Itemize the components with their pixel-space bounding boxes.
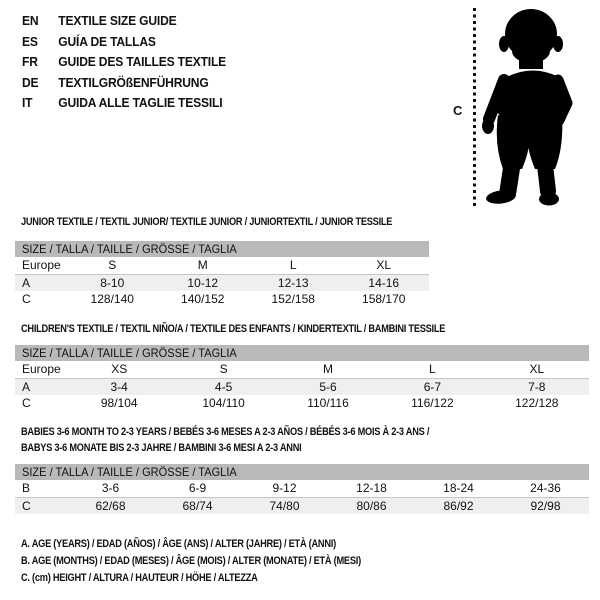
age-cell: 7-8 xyxy=(528,380,546,394)
height-cell: 158/170 xyxy=(362,292,406,306)
table-row-a xyxy=(15,378,589,395)
row-label: C xyxy=(22,499,31,513)
babies-size-table xyxy=(15,464,589,514)
row-label: C xyxy=(22,292,31,306)
age-cell: 10-12 xyxy=(187,276,219,290)
baby-height-figure xyxy=(452,5,592,211)
age-cell: 8-10 xyxy=(100,276,125,290)
children-table-title: CHILDREN'S TEXTILE / TEXTIL NIÑO/A / TEXTILE DES ENFANTS / KINDERTEXTIL / BAMBINI TESSILE xyxy=(21,323,446,335)
height-cell: 128/140 xyxy=(90,292,134,306)
babies-table-title-line1: BABIES 3-6 MONTH TO 2-3 YEARS / BEBÉS 3-6 MESES A 2-3 AÑOS / BÉBÉS 3-6 MOIS À 2-3 ANS / xyxy=(21,426,430,438)
table-row-a xyxy=(15,274,429,291)
table-row-europe xyxy=(15,361,589,378)
lang-code: DE xyxy=(22,74,39,90)
babies-table-title-line2: BABYS 3-6 MONATE BIS 2-3 JAHRE / BAMBINI 3-6 MESI A 2-3 ANNI xyxy=(21,442,302,454)
note-c: C. (cm) HEIGHT / ALTURA / HAUTEUR / HÖHE / ALTEZZA xyxy=(21,572,258,584)
children-size-table xyxy=(15,345,589,412)
size-cell: XL xyxy=(376,258,392,272)
height-cell: 98/104 xyxy=(100,396,138,410)
lang-row-it xyxy=(22,93,226,114)
row-label: Europe xyxy=(22,258,61,272)
age-cell: 4-5 xyxy=(214,380,233,394)
size-cell: XS xyxy=(111,362,128,376)
row-label: B xyxy=(22,481,31,495)
baby-silhouette-icon xyxy=(479,7,577,209)
size-cell: M xyxy=(197,258,208,272)
size-header-label: SIZE / TALLA / TAILLE / GRÖSSE / TAGLIA xyxy=(22,346,237,360)
lang-title: TEXTILGRÖßENFÜHRUNG xyxy=(58,74,209,90)
age-cell: 12-13 xyxy=(277,276,309,290)
lang-title: GUIDE DES TAILLES TEXTILE xyxy=(58,54,227,69)
height-cell: 110/116 xyxy=(307,396,349,410)
legend-notes xyxy=(0,536,600,587)
lang-row-fr xyxy=(22,52,226,73)
table-row-c xyxy=(15,291,429,308)
measure-c-label: C xyxy=(453,103,463,118)
junior-table-title: JUNIOR TEXTILE / TEXTIL JUNIOR/ TEXTILE JUNIOR / JUNIORTEXTIL / JUNIOR TESSILE xyxy=(21,216,393,228)
row-label: A xyxy=(22,380,31,394)
row-label: A xyxy=(22,276,31,290)
lang-code: IT xyxy=(22,95,33,110)
height-cell: 122/128 xyxy=(515,396,559,410)
size-cell: S xyxy=(219,362,228,376)
height-cell: 68/74 xyxy=(182,499,213,513)
age-cell: 3-4 xyxy=(110,380,128,394)
age-cell: 9-12 xyxy=(272,481,297,495)
lang-row-en xyxy=(22,11,226,32)
size-header-bar xyxy=(15,345,589,361)
size-header-label: SIZE / TALLA / TAILLE / GRÖSSE / TAGLIA xyxy=(22,242,237,256)
note-b: B. AGE (MONTHS) / EDAD (MESES) / ÂGE (MOIS) / ALTER (MONATE) / ETÀ (MESI) xyxy=(21,555,361,567)
age-cell: 6-7 xyxy=(423,380,442,394)
lang-row-es xyxy=(22,32,226,53)
height-dotted-line xyxy=(473,8,476,209)
height-cell: 86/92 xyxy=(443,499,474,513)
lang-code: FR xyxy=(22,54,38,69)
lang-title: GUIDA ALLE TAGLIE TESSILI xyxy=(58,95,223,110)
size-cell: XL xyxy=(529,362,545,376)
age-cell: 14-16 xyxy=(368,276,400,290)
age-cell: 5-6 xyxy=(319,380,337,394)
size-cell: L xyxy=(429,362,436,376)
size-cell: L xyxy=(289,258,297,272)
table-row-c xyxy=(15,497,589,514)
height-cell: 80/86 xyxy=(356,499,387,513)
age-cell: 12-18 xyxy=(356,481,387,495)
lang-code: ES xyxy=(22,33,38,49)
height-cell: 140/152 xyxy=(181,292,225,306)
size-header-bar xyxy=(15,464,589,480)
age-cell: 24-36 xyxy=(530,481,561,495)
height-cell: 152/158 xyxy=(271,292,315,306)
note-a: A. AGE (YEARS) / EDAD (AÑOS) / ÂGE (ANS) / ALTER (JAHRE) / ETÀ (ANNI) xyxy=(21,538,336,550)
table-row-b xyxy=(15,480,589,497)
age-cell: 6-9 xyxy=(188,481,207,495)
height-cell: 116/122 xyxy=(411,396,454,410)
lang-row-de xyxy=(22,73,226,94)
height-cell: 104/110 xyxy=(202,396,245,410)
lang-title: GUÍA DE TALLAS xyxy=(58,33,156,49)
row-label: Europe xyxy=(22,362,61,376)
row-label: C xyxy=(22,396,31,410)
height-cell: 62/68 xyxy=(95,499,126,513)
lang-code: EN xyxy=(22,13,39,28)
age-cell: 18-24 xyxy=(443,481,474,495)
language-title-list xyxy=(22,11,241,114)
age-cell: 3-6 xyxy=(101,481,120,495)
junior-size-table xyxy=(15,241,429,308)
table-row-europe xyxy=(15,257,429,274)
lang-title: TEXTILE SIZE GUIDE xyxy=(58,13,177,28)
height-cell: 92/98 xyxy=(530,499,561,513)
size-cell: S xyxy=(108,258,117,272)
size-header-label: SIZE / TALLA / TAILLE / GRÖSSE / TAGLIA xyxy=(22,465,237,479)
height-cell: 74/80 xyxy=(269,499,300,513)
size-header-bar xyxy=(15,241,429,257)
size-cell: M xyxy=(322,362,333,376)
table-row-c xyxy=(15,395,589,412)
